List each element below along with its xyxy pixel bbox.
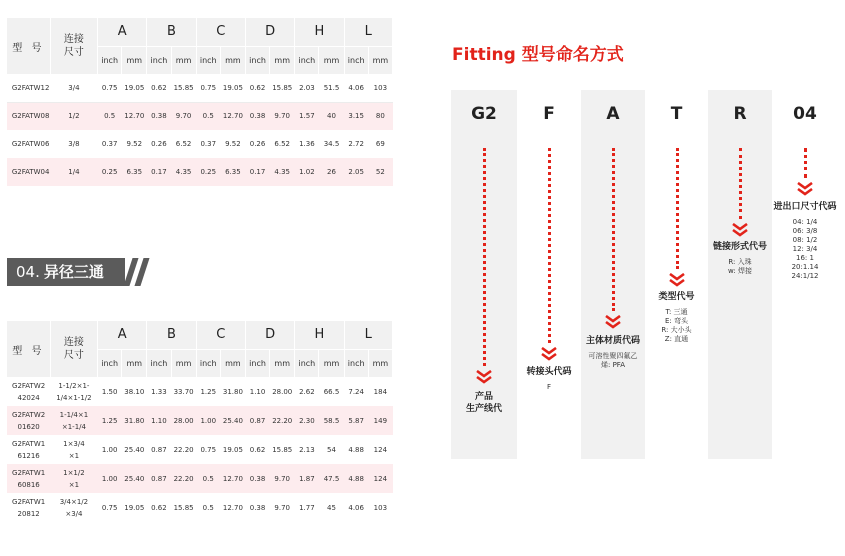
size-line: 1×3/4 [63, 439, 85, 448]
value-cell: 0.87 [147, 435, 171, 464]
chevron-down-icon [604, 315, 622, 329]
model-line: G2FATW2 [12, 410, 46, 419]
dotted-arrow-line [739, 148, 742, 219]
naming-column-1 [451, 90, 517, 459]
dotted-arrow-line [548, 148, 551, 343]
chevron-down-icon [731, 223, 749, 237]
naming-detail-line: 04: 1/4 [792, 218, 818, 226]
naming-code: G2 [471, 104, 497, 124]
value-cell: 34.5 [319, 130, 344, 158]
naming-column-4 [645, 90, 708, 459]
value-cell: 0.62 [147, 74, 171, 102]
value-cell: 0.75 [196, 74, 220, 102]
unit-header-inch: inch [295, 349, 319, 377]
value-cell: 12.70 [220, 493, 245, 522]
dim-header-d: D [245, 321, 294, 349]
naming-label-line: 链接形式代号 [712, 242, 767, 252]
table-row [7, 74, 393, 102]
dotted-arrow-line [804, 148, 807, 178]
naming-label [517, 366, 581, 378]
naming-detail-line: Z: 直通 [664, 335, 689, 343]
naming-detail [645, 308, 708, 344]
value-cell: 0.5 [98, 102, 122, 130]
model-line: 42024 [17, 393, 40, 402]
model-header: 型 号 [7, 321, 50, 377]
value-cell: 124 [368, 435, 392, 464]
model-line: 60816 [17, 480, 40, 489]
unit-header-inch: inch [196, 349, 220, 377]
size-cell: 3/8 [50, 130, 97, 158]
value-cell: 54 [319, 435, 344, 464]
unit-header-mm: mm [368, 46, 392, 74]
table-row [7, 406, 393, 435]
naming-detail-line: T: 三通 [665, 308, 688, 316]
value-cell: 0.38 [245, 102, 269, 130]
unit-header-inch: inch [98, 46, 122, 74]
value-cell: 5.87 [344, 406, 368, 435]
unit-header-inch: inch [147, 349, 171, 377]
naming-code: A [606, 104, 620, 124]
table-row [7, 464, 393, 493]
value-cell: 22.20 [270, 406, 295, 435]
value-cell: 0.38 [245, 464, 269, 493]
size-line: 1/4×1-1/2 [56, 393, 92, 402]
value-cell: 19.05 [122, 74, 147, 102]
value-cell: 149 [368, 406, 392, 435]
dotted-arrow-line [483, 148, 486, 366]
dim-header-b: B [147, 18, 196, 46]
naming-code: 04 [793, 104, 817, 124]
naming-label-line: 生产线代 [465, 404, 502, 414]
size-line: 1-1/2×1- [58, 381, 90, 390]
unit-header-mm: mm [171, 349, 196, 377]
chevron-down-icon [668, 273, 686, 287]
value-cell: 12.70 [220, 464, 245, 493]
value-cell: 6.52 [270, 130, 295, 158]
value-cell: 1.00 [98, 464, 122, 493]
model-cell: G2FATW08 [7, 102, 50, 130]
value-cell: 0.26 [147, 130, 171, 158]
value-cell: 0.75 [98, 493, 122, 522]
value-cell: 19.05 [220, 74, 245, 102]
value-cell: 0.62 [245, 74, 269, 102]
value-cell: 9.70 [171, 102, 196, 130]
value-cell: 1.00 [196, 406, 220, 435]
value-cell: 6.35 [220, 158, 245, 186]
naming-detail-line: w: 焊接 [728, 267, 752, 275]
model-line: 01620 [17, 422, 40, 431]
chevron-down-icon [540, 347, 558, 361]
naming-code: R [733, 104, 747, 124]
value-cell: 0.37 [196, 130, 220, 158]
unit-header-mm: mm [220, 349, 245, 377]
dim-header-d: D [245, 18, 294, 46]
naming-detail [517, 383, 581, 392]
model-header: 型 号 [7, 18, 50, 74]
section-number: 04. [16, 263, 40, 281]
value-cell: 0.38 [245, 493, 269, 522]
value-cell: 0.5 [196, 493, 220, 522]
table-body [7, 377, 393, 522]
value-cell: 1.25 [98, 406, 122, 435]
naming-detail-line: F [546, 383, 552, 391]
unit-header-inch: inch [344, 46, 368, 74]
value-cell: 9.52 [220, 130, 245, 158]
value-cell: 4.06 [344, 74, 368, 102]
model-line: G2FATW2 [12, 381, 46, 390]
naming-label-line: 转接头代码 [526, 367, 572, 377]
value-cell: 2.62 [295, 377, 319, 406]
unit-header-inch: inch [196, 46, 220, 74]
value-cell: 0.62 [245, 435, 269, 464]
table-row [7, 435, 393, 464]
naming-label [581, 335, 645, 347]
value-cell: 2.30 [295, 406, 319, 435]
value-cell: 45 [319, 493, 344, 522]
size-line: 1×1/2 [63, 468, 85, 477]
value-cell: 1.02 [295, 158, 319, 186]
value-cell: 9.70 [270, 102, 295, 130]
dim-header-c: C [196, 18, 245, 46]
naming-detail [581, 352, 645, 370]
unit-header-mm: mm [122, 46, 147, 74]
section-title-text: 异径三通 [43, 263, 104, 281]
value-cell: 1.36 [295, 130, 319, 158]
model-cell [7, 377, 50, 406]
table-row [7, 493, 393, 522]
value-cell: 2.13 [295, 435, 319, 464]
table-row [7, 377, 393, 406]
unit-header-inch: inch [245, 46, 269, 74]
naming-code: T [670, 104, 683, 124]
value-cell: 0.17 [245, 158, 269, 186]
value-cell: 1.10 [245, 377, 269, 406]
size-cell [50, 435, 97, 464]
section-04-header [7, 258, 155, 288]
naming-detail-line: 烯: PFA [601, 361, 625, 369]
unit-header-inch: inch [245, 349, 269, 377]
value-cell: 0.25 [98, 158, 122, 186]
naming-detail-line: R: 大小头 [661, 326, 692, 334]
size-cell: 1/2 [50, 102, 97, 130]
value-cell: 6.35 [122, 158, 147, 186]
value-cell: 22.20 [171, 464, 196, 493]
value-cell: 4.35 [171, 158, 196, 186]
value-cell: 0.5 [196, 464, 220, 493]
naming-column-3 [581, 90, 645, 459]
value-cell: 12.70 [122, 102, 147, 130]
value-cell: 25.40 [122, 435, 147, 464]
value-cell: 47.5 [319, 464, 344, 493]
model-line: G2FATW1 [12, 468, 46, 477]
value-cell: 184 [368, 377, 392, 406]
size-cell [50, 464, 97, 493]
unit-header-mm: mm [220, 46, 245, 74]
value-cell: 33.70 [171, 377, 196, 406]
chevron-down-icon [796, 182, 814, 196]
size-line: ×1 [68, 480, 80, 489]
size-cell [50, 493, 97, 522]
unit-header-mm: mm [270, 46, 295, 74]
size-cell: 1/4 [50, 158, 97, 186]
size-cell: 3/4 [50, 74, 97, 102]
value-cell: 0.17 [147, 158, 171, 186]
size-cell [50, 406, 97, 435]
naming-detail-line: 20:1.14 [791, 263, 819, 271]
value-cell: 40 [319, 102, 344, 130]
naming-title: Fitting 型号命名方式 [452, 45, 624, 65]
value-cell: 9.52 [122, 130, 147, 158]
spec-table-2 [7, 321, 393, 522]
value-cell: 3.15 [344, 102, 368, 130]
dim-header-h: H [295, 321, 344, 349]
dim-header-l: L [344, 321, 392, 349]
naming-column-6 [772, 90, 838, 459]
value-cell: 12.70 [220, 102, 245, 130]
value-cell: 22.20 [171, 435, 196, 464]
naming-diagram [451, 90, 838, 459]
size-line: ×1 [68, 451, 80, 460]
naming-label [772, 201, 838, 213]
value-cell: 19.05 [122, 493, 147, 522]
naming-code: F [543, 104, 555, 124]
naming-detail [772, 218, 838, 281]
value-cell: 15.85 [270, 74, 295, 102]
dotted-arrow-line [676, 148, 679, 269]
unit-header-inch: inch [147, 46, 171, 74]
table-body [7, 74, 393, 186]
table-row [7, 130, 393, 158]
model-cell: G2FATW04 [7, 158, 50, 186]
size-cell [50, 377, 97, 406]
spec-table-1 [7, 18, 393, 186]
naming-detail-line: 可溶性聚四氟乙 [588, 352, 638, 360]
value-cell: 1.50 [98, 377, 122, 406]
naming-detail-line: 12: 3/4 [792, 245, 818, 253]
value-cell: 1.33 [147, 377, 171, 406]
value-cell: 51.5 [319, 74, 344, 102]
value-cell: 66.5 [319, 377, 344, 406]
value-cell: 9.70 [270, 464, 295, 493]
value-cell: 0.25 [196, 158, 220, 186]
naming-column-5 [708, 90, 772, 459]
unit-header-mm: mm [368, 349, 392, 377]
value-cell: 1.77 [295, 493, 319, 522]
size-line: 3/4×1/2 [59, 497, 89, 506]
value-cell: 1.25 [196, 377, 220, 406]
model-cell: G2FATW06 [7, 130, 50, 158]
value-cell: 0.5 [196, 102, 220, 130]
naming-column-2 [517, 90, 581, 459]
model-cell [7, 493, 50, 522]
value-cell: 0.87 [245, 406, 269, 435]
dim-header-a: A [98, 18, 147, 46]
value-cell: 9.70 [270, 493, 295, 522]
naming-label-line: 类型代号 [658, 292, 695, 302]
value-cell: 0.75 [196, 435, 220, 464]
unit-header-mm: mm [319, 46, 344, 74]
unit-header-inch: inch [98, 349, 122, 377]
value-cell: 26 [319, 158, 344, 186]
value-cell: 0.37 [98, 130, 122, 158]
model-line: 20812 [17, 509, 40, 518]
unit-header-mm: mm [171, 46, 196, 74]
model-cell [7, 406, 50, 435]
value-cell: 4.06 [344, 493, 368, 522]
size-header: 连接尺寸 [50, 321, 97, 377]
value-cell: 28.00 [171, 406, 196, 435]
naming-detail-line: 08: 1/2 [792, 236, 818, 244]
value-cell: 38.10 [122, 377, 147, 406]
naming-detail-line: 06: 3/8 [792, 227, 818, 235]
value-cell: 15.85 [171, 74, 196, 102]
value-cell: 2.03 [295, 74, 319, 102]
naming-label-line: 产品 [474, 392, 493, 402]
value-cell: 1.87 [295, 464, 319, 493]
naming-label-line: 主体材质代码 [585, 336, 640, 346]
value-cell: 1.57 [295, 102, 319, 130]
value-cell: 6.52 [171, 130, 196, 158]
value-cell: 4.88 [344, 435, 368, 464]
value-cell: 4.35 [270, 158, 295, 186]
value-cell: 52 [368, 158, 392, 186]
value-cell: 0.87 [147, 464, 171, 493]
unit-header-mm: mm [122, 349, 147, 377]
naming-label [451, 391, 517, 415]
model-cell [7, 435, 50, 464]
dim-header-a: A [98, 321, 147, 349]
dim-header-c: C [196, 321, 245, 349]
value-cell: 0.62 [147, 493, 171, 522]
value-cell: 15.85 [270, 435, 295, 464]
table-row [7, 158, 393, 186]
dim-header-h: H [295, 18, 344, 46]
value-cell: 31.80 [122, 406, 147, 435]
naming-label-line: 进出口尺寸代码 [773, 202, 837, 212]
model-cell: G2FATW12 [7, 74, 50, 102]
value-cell: 31.80 [220, 377, 245, 406]
value-cell: 0.38 [147, 102, 171, 130]
size-line: ×3/4 [65, 509, 83, 518]
model-line: G2FATW1 [12, 439, 46, 448]
size-line: 1-1/4×1 [59, 410, 89, 419]
chevron-down-icon [475, 370, 493, 384]
value-cell: 25.40 [122, 464, 147, 493]
section-title [16, 261, 104, 282]
value-cell: 1.10 [147, 406, 171, 435]
dim-header-b: B [147, 321, 196, 349]
naming-label [645, 291, 708, 303]
value-cell: 124 [368, 464, 392, 493]
value-cell: 2.05 [344, 158, 368, 186]
value-cell: 103 [368, 493, 392, 522]
unit-header-mm: mm [319, 349, 344, 377]
model-line: G2FATW1 [12, 497, 46, 506]
value-cell: 0.75 [98, 74, 122, 102]
value-cell: 0.26 [245, 130, 269, 158]
size-header: 连接尺寸 [50, 18, 97, 74]
dim-header-l: L [344, 18, 392, 46]
naming-detail-line: E: 弯头 [664, 317, 688, 325]
value-cell: 4.88 [344, 464, 368, 493]
model-line: 61216 [17, 451, 40, 460]
value-cell: 28.00 [270, 377, 295, 406]
naming-detail-line: R: 入珠 [728, 258, 752, 266]
naming-detail-line: 24:1/12 [791, 272, 819, 280]
value-cell: 80 [368, 102, 392, 130]
size-line: ×1-1/4 [61, 422, 86, 431]
value-cell: 1.00 [98, 435, 122, 464]
naming-label [708, 241, 772, 253]
value-cell: 25.40 [220, 406, 245, 435]
value-cell: 69 [368, 130, 392, 158]
unit-header-mm: mm [270, 349, 295, 377]
naming-detail-line: 16: 1 [796, 254, 814, 262]
value-cell: 2.72 [344, 130, 368, 158]
naming-detail [708, 258, 772, 276]
value-cell: 7.24 [344, 377, 368, 406]
unit-header-inch: inch [295, 46, 319, 74]
table-row [7, 102, 393, 130]
unit-header-inch: inch [344, 349, 368, 377]
model-cell [7, 464, 50, 493]
value-cell: 15.85 [171, 493, 196, 522]
value-cell: 103 [368, 74, 392, 102]
dotted-arrow-line [612, 148, 615, 311]
value-cell: 19.05 [220, 435, 245, 464]
value-cell: 58.5 [319, 406, 344, 435]
